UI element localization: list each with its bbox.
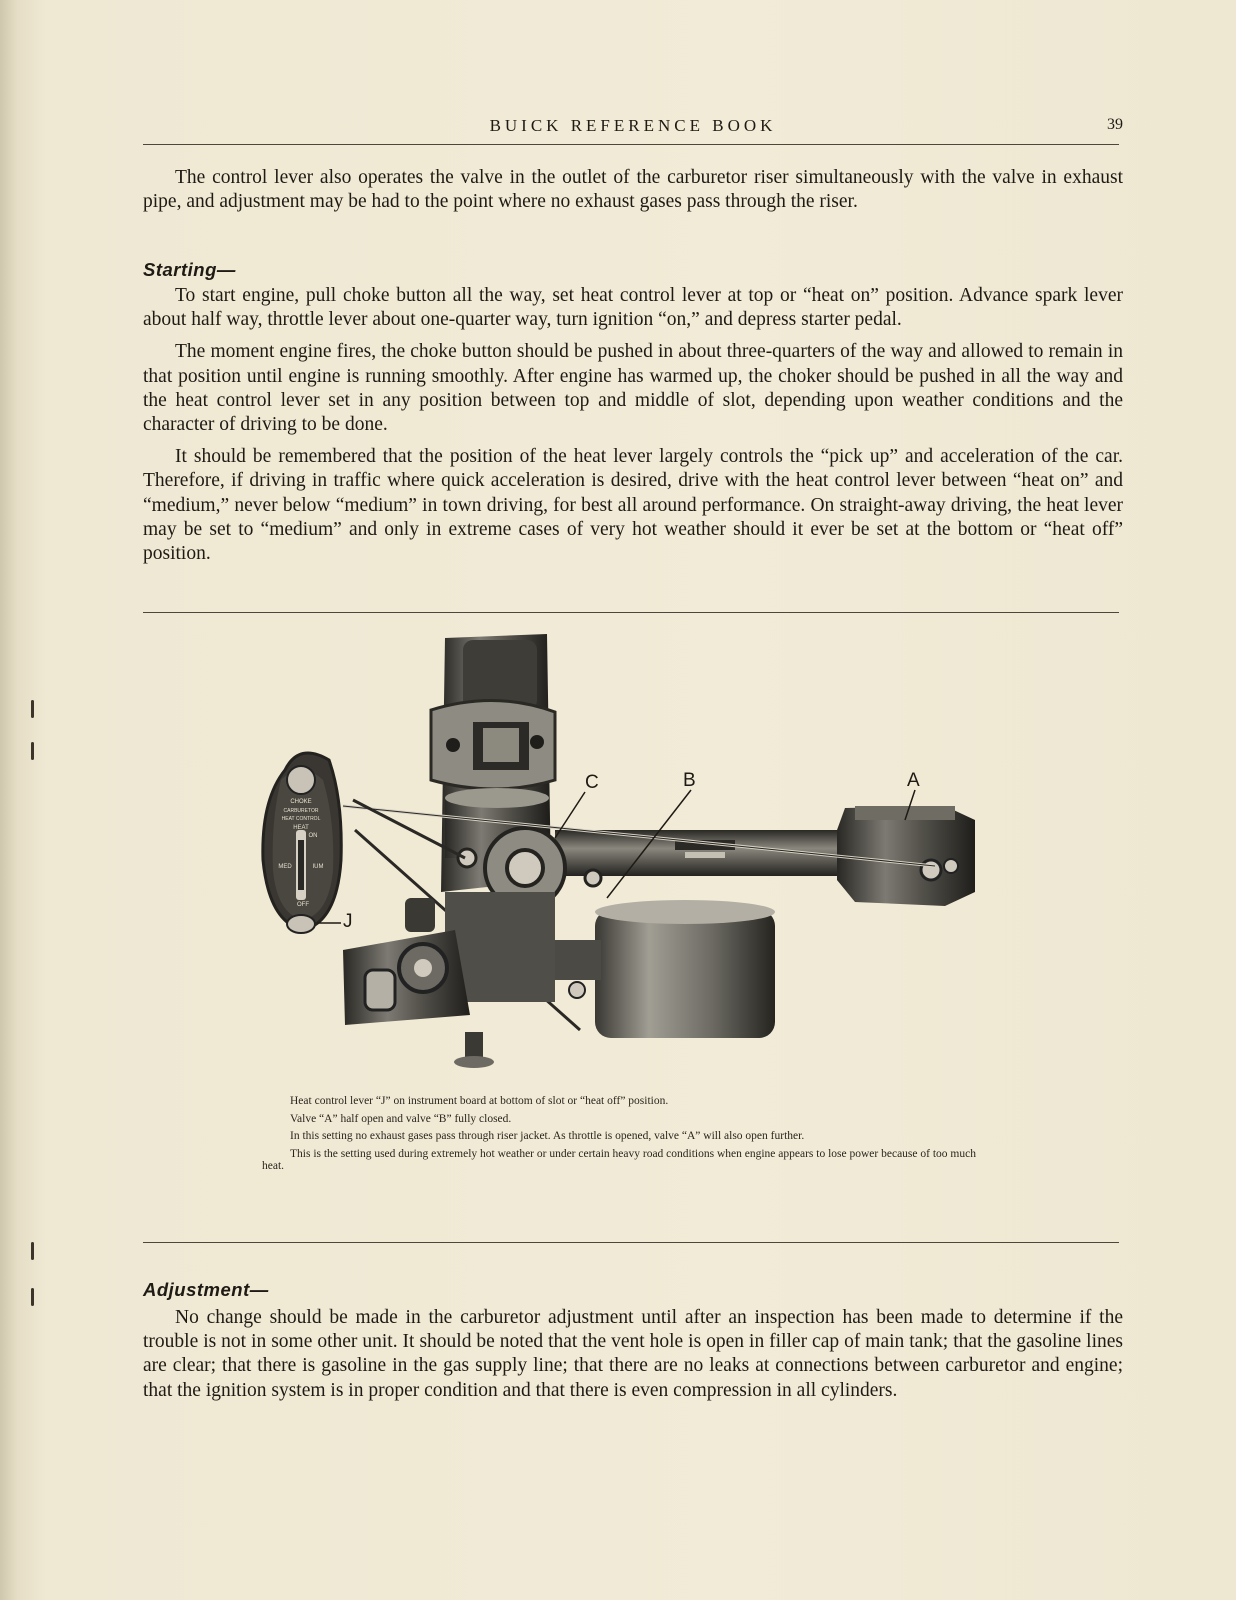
panel-label-med: MED <box>278 864 292 870</box>
intro-section <box>143 166 1123 222</box>
binding-mark <box>31 1288 34 1306</box>
starting-section <box>143 284 1123 574</box>
callout-j: J <box>343 911 353 932</box>
panel-label-heat-control: HEAT CONTROL <box>281 816 321 822</box>
page-header <box>143 114 1123 140</box>
starting-paragraph-1: To start engine, pull choke button all the way, set heat control lever at top or “heat on” position. Advance spark lever about half way, throttle lever about one-quarter way, turn ignition “on,” and depress starter pedal. <box>143 285 1123 331</box>
panel-label-heat: HEAT <box>293 825 309 831</box>
callout-c: C <box>585 772 599 793</box>
callout-b: B <box>683 770 696 791</box>
figure-top-rule <box>143 612 1119 613</box>
valve-a-housing <box>837 806 975 906</box>
panel-label-choke: CHOKE <box>290 799 312 805</box>
starting-heading: Starting— <box>143 259 236 280</box>
air-cleaner-drum <box>595 910 775 1038</box>
carburetor-drawing <box>255 630 1015 1080</box>
figure-caption <box>262 1095 977 1178</box>
page-number: 39 <box>1107 116 1123 133</box>
panel-label-ium: IUM <box>312 864 324 870</box>
figure-bottom-rule <box>143 1242 1119 1243</box>
panel-label-off: OFF <box>297 902 309 908</box>
panel-label-on: ON <box>308 833 318 839</box>
intro-paragraph: The control lever also operates the valve in the outlet of the carburetor riser simultaneously with the valve in exhaust pipe, and adjustment may be had to the point where no exhaust gases pass through the riser. <box>143 167 1123 213</box>
header-rule <box>143 144 1119 145</box>
adjustment-paragraph: No change should be made in the carburetor adjustment until after an inspection has been made to determine if the trouble is not in some other unit. It should be noted that the vent hole is open in filler cap of main tank; that the gasoline lines are clear; that there is gasoline in the gas supply line; that there are no leaks at connections between carburetor and engine; that the ignition system is in proper condition and that there is even compression in all cylinders. <box>143 1307 1123 1401</box>
caption-line-4: This is the setting used during extremely hot weather or under certain heavy road conditions when engine appears to lose power because of too much heat. <box>262 1147 976 1172</box>
heat-control-panel <box>263 753 341 933</box>
starting-paragraph-2: The moment engine fires, the choke button should be pushed in about three-quarters of the way and allowed to remain in that position until engine is running smoothly. After engine has warmed up, the choker should be pushed in all the way and the heat control lever set in any position between top and middle of slot, depending upon weather conditions and the character of driving to be done. <box>143 341 1123 436</box>
caption-line-2: Valve “A” half open and valve “B” fully closed. <box>290 1112 512 1125</box>
starting-paragraph-3: It should be remembered that the position of the heat lever largely controls the “pick up” and acceleration of the car. Therefore, if driving in traffic where quick acceleration is desired, drive with the heat control lever between “heat on” and “medium,” never below “medium” in town driving, for best all around performance. On straight-away driving, the heat lever may be set to “medium” and only in extreme cases of very hot weather should it ever be set at the bottom or “heat off” position. <box>143 446 1123 565</box>
adjustment-section <box>143 1306 1123 1411</box>
binding-mark <box>31 1242 34 1260</box>
running-title: BUICK REFERENCE BOOK <box>489 116 777 135</box>
binding-mark <box>31 700 34 718</box>
callout-a: A <box>907 770 920 791</box>
carburetor-heat-control-illustration <box>255 630 1015 1080</box>
panel-label-carburetor: CARBURETOR <box>283 808 319 814</box>
caption-line-3: In this setting no exhaust gases pass through riser jacket. As throttle is opened, valve “A” will also open further. <box>290 1130 805 1142</box>
adjustment-heading: Adjustment— <box>143 1279 269 1300</box>
caption-line-1: Heat control lever “J” on instrument board at bottom of slot or “heat off” position. <box>290 1095 669 1107</box>
binding-mark <box>31 742 34 760</box>
